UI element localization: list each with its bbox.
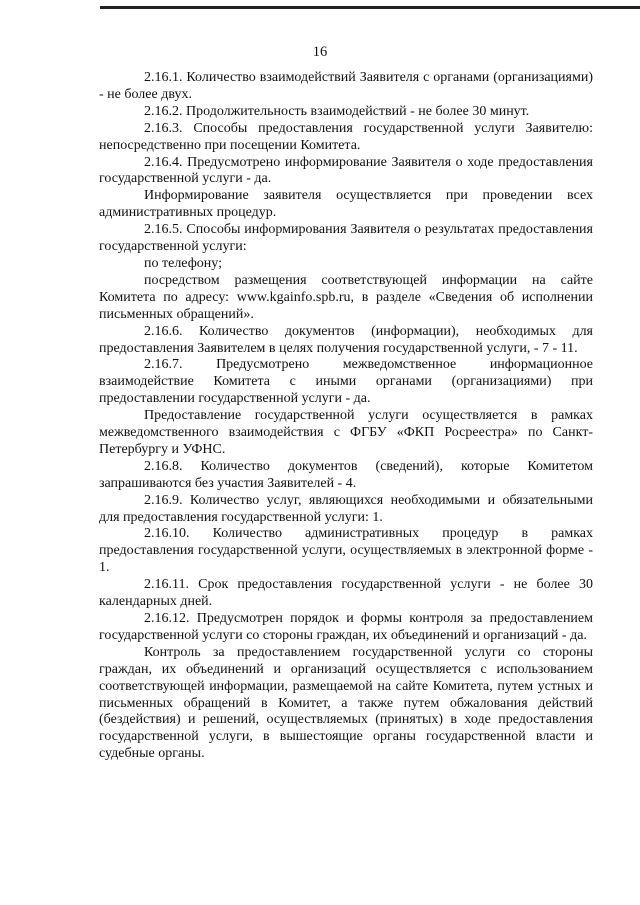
paragraph-2-16-12: 2.16.12. Предусмотрен порядок и формы контроля за предоставлением государственной услуги со стороны граждан, их объединений и организаций - да.: [99, 611, 593, 643]
paragraph-2-16-2: 2.16.2. Продолжительность взаимодействий - не более 30 минут.: [144, 103, 530, 119]
paragraph-2-16-5: 2.16.5. Способы информирования Заявителя о результатах предоставления государственной услуги:: [99, 222, 593, 255]
top-rule: [100, 6, 640, 9]
page-number: 16: [312, 44, 328, 60]
paragraph-2-16-8: 2.16.8. Количество документов (сведений), которые Комитетом запрашиваются без участия Заявителей - 4.: [99, 458, 593, 491]
paragraph-2-16-6: 2.16.6. Количество документов (информации), необходимых для предоставления Заявителем в целях получения государственной услуги, - 7 - 11.: [99, 323, 593, 356]
paragraph-website: посредством размещения соответствующей информации на сайте Комитета по адресу: www.kgainfo.spb.ru, в разделе «Сведения об исполнении письменных обращений».: [99, 272, 593, 322]
paragraph-2-16-1: 2.16.1. Количество взаимодействий Заявителя с органами (организациями) - не более двух.: [99, 70, 593, 102]
paragraph-2-16-7: 2.16.7. Предусмотрено межведомственное информационное взаимодействие Комитета с иными органами (организациями) при предоставлении государственной услуги - да.: [99, 357, 593, 407]
paragraph-2-16-10: 2.16.10. Количество административных процедур в рамках предоставления государственной услуги, осуществляемых в электронной форме - 1.: [99, 526, 593, 576]
paragraph-2-16-9: 2.16.9. Количество услуг, являющихся необходимыми и обязательными для предоставления государственной услуги: 1.: [99, 492, 593, 525]
paragraph-control: Контроль за предоставлением государственной услуги со стороны граждан, их объединений и организаций осуществляется с использованием соответствующей информации, размещаемой на сайте Комитета, путем устных и письменных обращений в Комитет, а также путем обжалования действий (бездействия) и решений, осуществляемых (принятых) в ходе предоставления государственной услуги, в вышестоящие органы государственной власти и судебные органы.: [99, 644, 593, 762]
paragraph-2-16-11: 2.16.11. Срок предоставления государственной услуги - не более 30 календарных дней.: [99, 577, 593, 610]
paragraph-2-16-4: 2.16.4. Предусмотрено информирование Заявителя о ходе предоставления государственной услуги - да.: [99, 154, 593, 187]
paragraph-2-16-3: 2.16.3. Способы предоставления государственной услуги Заявителю: непосредственно при посещении Комитета.: [99, 120, 593, 153]
paragraph-interagency: Предоставление государственной услуги осуществляется в рамках межведомственного взаимодействия с ФГБУ «ФКП Росреестра» по Санкт-Петербургу и УФНС.: [99, 408, 593, 457]
document-body: [99, 70, 593, 763]
paragraph-by-phone: по телефону;: [144, 255, 222, 271]
paragraph-informing: Информирование заявителя осуществляется при проведении всех административных процедур.: [99, 188, 593, 221]
